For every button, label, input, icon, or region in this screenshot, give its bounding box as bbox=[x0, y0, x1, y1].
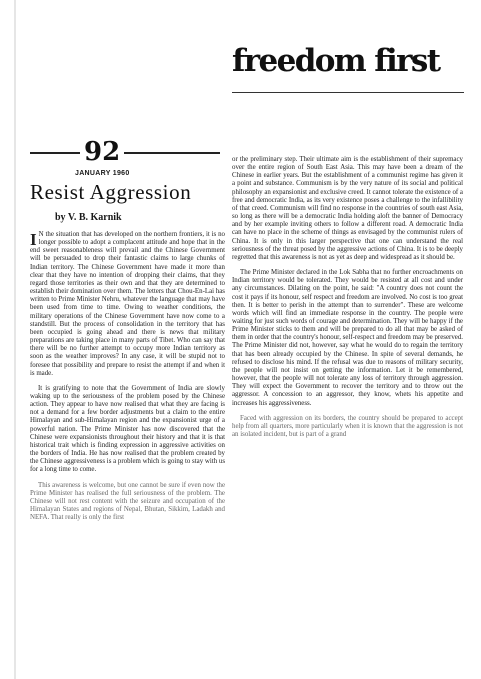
issue-number-row bbox=[30, 138, 220, 168]
article-column-left bbox=[30, 231, 225, 529]
paragraph bbox=[30, 231, 225, 378]
masthead-title: freedom first bbox=[232, 43, 440, 79]
binding-shadow bbox=[14, 0, 16, 679]
issue-date: JANUARY 1960 bbox=[75, 170, 130, 177]
article-title: Resist Aggression bbox=[30, 180, 192, 204]
paragraph: or the preliminary step. Their ultimate aim is the establishment of their supremacy over the entire region of South East Asia. This may have been a dream of the Chinese in earlier years. But the establishment of a communist regime has given it a point and substance. Communism is by the very nature of its social and political philosophy an expansionist and exclusive creed. It cannot tolerate the existence of a free and democratic India, as its very existence poses a challenge to the infallibility of that creed. Communism will find no response in the countries of south east Asia, so long as there will be a democratic India holding aloft the banner of Democracy and by her example inviting others to follow a different road. A democratic India can have no place in the scheme of things as envisaged by the communist rulers of China. It is only in this larger perspective that one can understand the real seriousness of the threat posed by the aggressive actions of China. It is to be deeply regretted that this awareness is not as yet as deep and widespread as it should be. bbox=[232, 156, 463, 261]
issue-rule bbox=[30, 152, 220, 154]
paragraph: The Prime Minister declared in the Lok Sabha that no further encroachments on Indian territory would be tolerated. They would be resisted at all cost and under any circumstances. Dilating on the point, he said: "A country does not count the cost it pays if its honour, self respect and freedom are involved. No cost is too great then. It is better to perish in the attempt than to surrender". These are welcome words which will find an immediate response in the country. The people were waiting for just such words of courage and determination. They will be happy if the Prime Minister sticks to them and will be prepared to do all that may be asked of them in order that the country's honour, self-respect and freedom may be preserved. The Prime Minister did not, however, say what he would do to regain the territory that has been already occupied by the Chinese. In spite of several demands, he refused to disclose his mind. If the refusal was due to reasons of military security, the people will not insist on getting the information. Let it be remembered, however, that the people will not tolerate any loss of territory through aggression. They will expect the Government to recover the territory and to throw out the aggressor. A concession to an aggressor, they know, whets his appetite and increases his aggressiveness. bbox=[232, 269, 463, 407]
article-column-right bbox=[232, 156, 463, 446]
paragraph-text: N the situation that has developed on the northern frontiers, it is no longer possible to adopt a complacent attitude and hope that in the end sweet reasonableness will prevail and the Chinese Government will be persuaded to drop their fantastic claims to large chunks of Indian territory. The Chinese Government have made it more than clear that they have no intention of dropping their claims, that they regard those territories as their own and that they are determined to establish their domination over them. The letters that Chou-En-Lai has written to Prime Minister Nehru, whatever the language that may have been used from time to time. Owing to weather conditions, the military operations of the Chinese Government have now come to a standstill. But the process of consolidation in the territory that has been occupied is going ahead and there is news that military preparations are taking place in many parts of Tibet. Who can say that there will be no further attempt to occupy more Indian territory as soon as the weather improves? In any case, it will be stupid not to foresee that possibility and prepare to resist the attempt if and when it is made. bbox=[30, 231, 225, 377]
article-byline: by V. B. Karnik bbox=[55, 212, 122, 223]
paragraph: This awareness is welcome, but one cannot be sure if even now the Prime Minister has realised the full seriousness of the problem. The Chinese will not rest content with the seizure and occupation of the Himalayan States and regions of Nepal, Bhutan, Sikkim, Ladakh and NEFA. That really is only the first bbox=[30, 481, 225, 522]
masthead-rule bbox=[232, 92, 464, 93]
paragraph: It is gratifying to note that the Government of India are slowly waking up to the seriousness of the problem posed by the Chinese action. They appear to have now realised that what they are facing is not a demand for a few border adjustments but a claim to the entire Himalayan and sub-Himalayan region and the expansionist urge of a powerful nation. The Prime Minister has now discovered that the Chinese were expansionists throughout their history and that it is that historical trait which is finding expression in aggressive activities on the borders of India. He has now realised that the problem created by the Chinese aggressiveness is a problem which is going to stay with us for a long time to come. bbox=[30, 384, 225, 474]
drop-cap: I bbox=[30, 230, 37, 249]
issue-number: 92 bbox=[80, 138, 124, 166]
paragraph: Faced with aggression on its borders, the country should be prepared to accept help from all quarters, more particularly when it is known that the aggression is not an isolated incident, but is part of a grand bbox=[232, 414, 463, 438]
